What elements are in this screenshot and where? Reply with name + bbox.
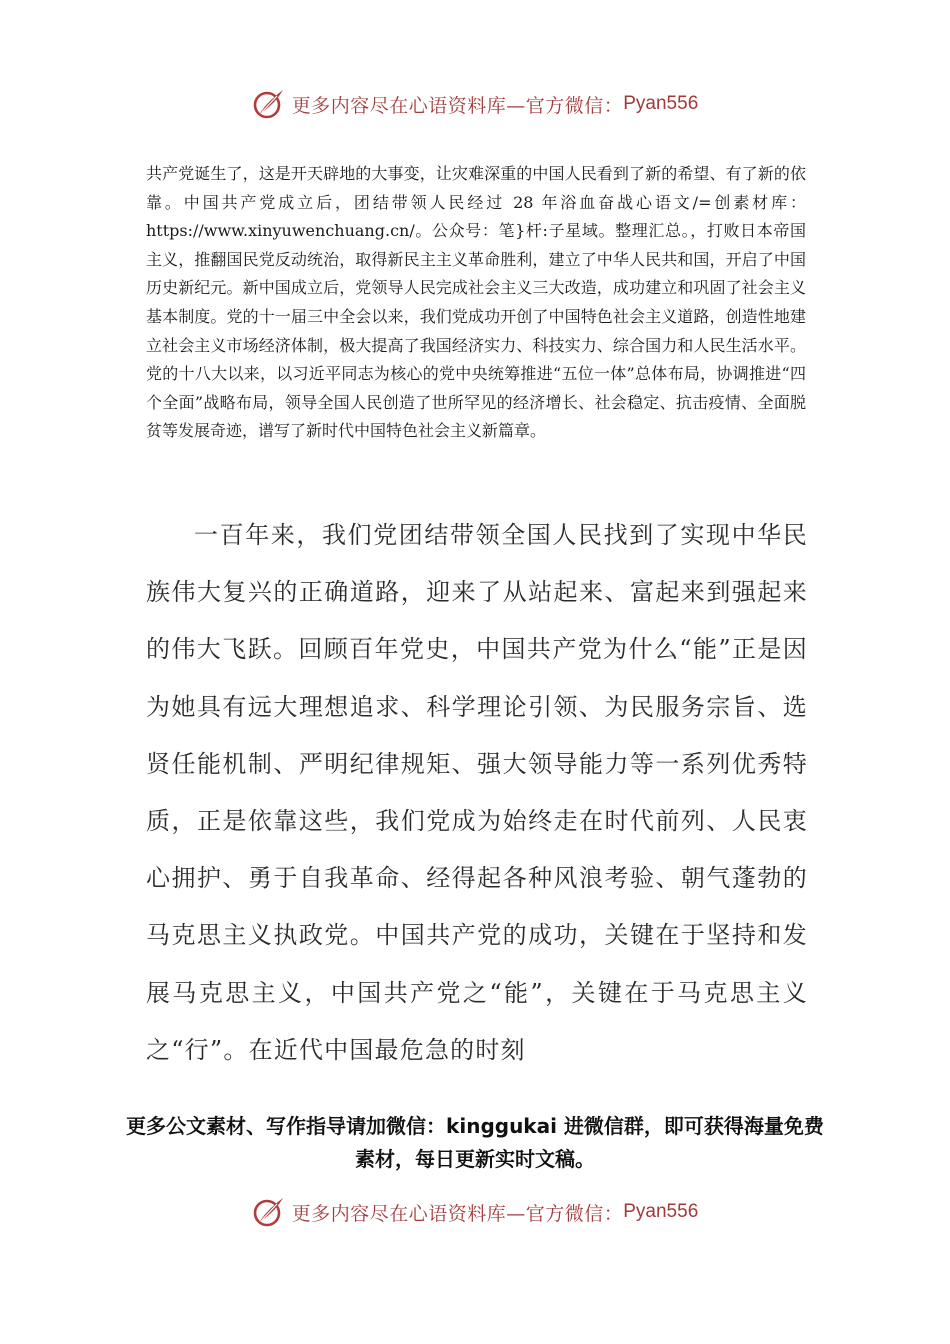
banner-wechat-label: —官方微信：: [506, 94, 624, 117]
body-paragraph-small: 共产党诞生了，这是开天辟地的大事变，让灾难深重的中国人民看到了新的希望、有了新的依靠。中国共产党成立后，团结带领人民经过 28 年浴血奋战心语文/=创素材库：https://www.xinyuwenchuang.cn/。公众号：笔}杆:子星域。整理汇总。，打败日本帝国主义，推翻国民党反动统治，取得新民主主义革命胜利，建立了中华人民共和国，开启了中国历史新纪元。新中国成立后，党领导人民完成社会主义三大改造，成功建立和巩固了社会主义基本制度。党的十一届三中全会以来，我们党成功开创了中国特色社会主义道路，创造性地建立社会主义市场经济体制，极大提高了我国经济实力、科技实力、综合国力和人民生活水平。党的十八大以来，以习近平同志为核心的党中央统筹推进“五位一体”总体布局，协调推进“四个全面”战略布局，领导全国人民创造了世所罕见的经济增长、社会稳定、抗击疫情、全面脱贫等发展奇迹，谱写了新时代中国特色社会主义新篇章。: [146, 164, 806, 441]
quill-logo-icon: [252, 1195, 286, 1229]
banner-wechat-label: —官方微信：: [506, 1202, 624, 1225]
quill-logo-icon: [252, 87, 286, 121]
footer-banner: [0, 1192, 950, 1232]
header-banner: [0, 84, 950, 124]
banner-title: 更多内容尽在心语资料库: [291, 1202, 507, 1225]
promo-notice: 更多公文素材、写作指导请加微信：kinggukai 进微信群，即可获得海量免费素材，每日更新实时文稿。: [126, 1114, 824, 1171]
banner-wechat-handle: Pyan556: [623, 93, 699, 114]
banner-wechat-handle: Pyan556: [623, 1201, 699, 1222]
body-paragraph-large: 一百年来，我们党团结带领全国人民找到了实现中华民族伟大复兴的正确道路，迎来了从站起来、富起来到强起来的伟大飞跃。回顾百年党史，中国共产党为什么“能”正是因为她具有远大理想追求、科学理论引领、为民服务宗旨、选贤任能机制、严明纪律规矩、强大领导能力等一系列优秀特质，正是依靠这些，我们党成为始终走在时代前列、人民衷心拥护、勇于自我革命、经得起各种风浪考验、朝气蓬勃的马克思主义执政党。中国共产党的成功，关键在于坚持和发展马克思主义，中国共产党之“能”，关键在于马克思主义之“行”。在近代中国最危急的时刻: [146, 521, 808, 1064]
banner-title: 更多内容尽在心语资料库: [291, 94, 507, 117]
